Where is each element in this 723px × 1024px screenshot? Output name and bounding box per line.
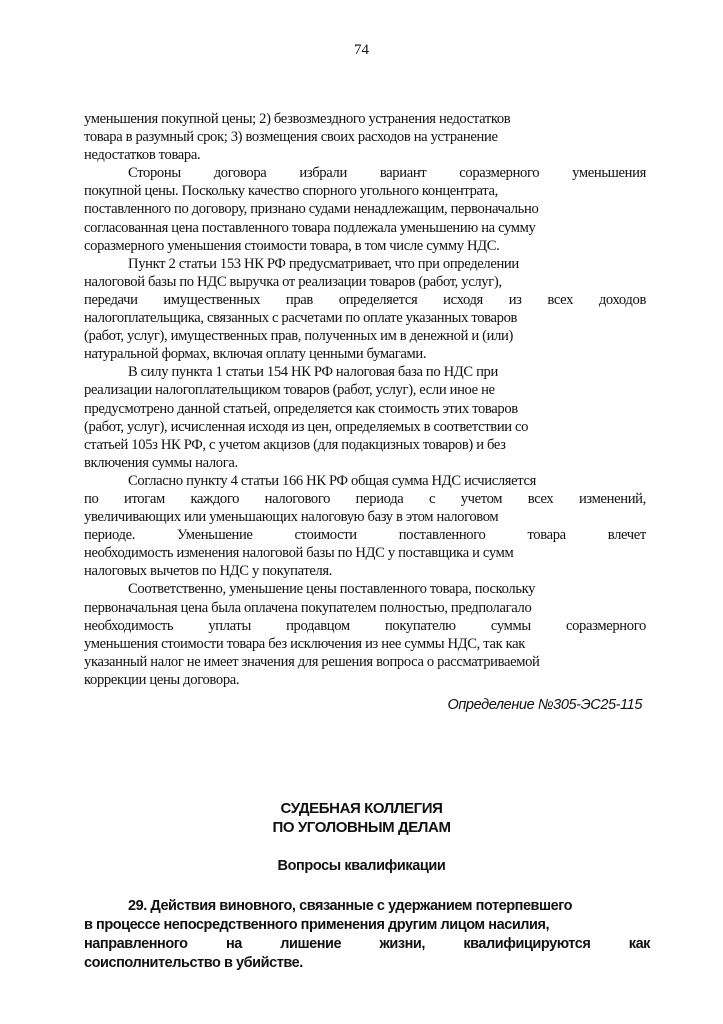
text-line: статьей 105з НК РФ, с учетом акцизов (для подакцизных товаров) и без: [84, 436, 506, 453]
word: товара: [527, 527, 566, 544]
text-line: товара в разумный срок; 3) возмещения своих расходов на устранение: [84, 129, 498, 146]
text-line: [84, 617, 646, 635]
text-line: [84, 164, 646, 182]
text-line: указанный налог не имеет значения для решения вопроса о рассматриваемой: [84, 653, 540, 670]
word: итогам: [124, 490, 165, 507]
word: продавцом: [286, 617, 350, 634]
thesis-line: [84, 935, 650, 954]
text-line: согласованная цена поставленного товара подлежала уменьшению на сумму: [84, 219, 536, 236]
word: как: [628, 936, 650, 952]
text-line: включения суммы налога.: [84, 454, 238, 471]
word: влечет: [607, 527, 646, 544]
word: уплаты: [208, 617, 251, 634]
text-line: соразмерного уменьшения стоимости товара, в том числе сумму НДС.: [84, 237, 500, 254]
text-line: покупной цены. Поскольку качество спорного угольного концентрата,: [84, 183, 498, 200]
text-line: (работ, услуг), имущественных прав, полученных им в денежной и (или): [84, 328, 513, 345]
text-line: необходимость изменения налоговой базы по НДС у поставщика и сумм: [84, 545, 514, 562]
decision-reference: Определение №305-ЭС25-115: [447, 697, 642, 713]
text-line: [84, 490, 646, 508]
text-line: уменьшения стоимости товара без исключения из нее суммы НДС, так как: [84, 635, 526, 652]
word: стоимости: [294, 527, 357, 544]
word: вариант: [379, 165, 427, 182]
text-line: налоговых вычетов по НДС у покупателя.: [84, 563, 333, 580]
word: по: [84, 490, 99, 507]
word: из: [508, 291, 522, 308]
word: договора: [213, 165, 267, 182]
word: исходя: [443, 291, 483, 308]
text-line: (работ, услуг), исчисленная исходя из цен, определяемых в соответствии со: [84, 418, 529, 435]
word: с: [428, 490, 436, 507]
text-line: недостатков товара.: [84, 147, 201, 164]
section-heading: СУДЕБНАЯ КОЛЛЕГИЯ: [280, 800, 443, 817]
word: налогового: [264, 490, 331, 507]
word: уменьшения: [572, 165, 646, 182]
word: Уменьшение: [177, 527, 253, 544]
word: доходов: [598, 291, 646, 308]
word: учетом: [460, 490, 503, 507]
text-line: В силу пункта 1 статьи 154 НК РФ налоговая база по НДС при: [128, 364, 498, 381]
text-line: уменьшения покупной цены; 2) безвозмездного устранения недостатков: [84, 111, 511, 127]
word: суммы: [490, 617, 531, 634]
thesis-line: 29. Действия виновного, связанные с удержанием потерпевшего: [128, 898, 573, 914]
text-line: Соответственно, уменьшение цены поставленного товара, поскольку: [128, 581, 536, 598]
text-line: налогоплательщика, связанных с расчетами по оплате указанных товаров: [84, 310, 518, 327]
thesis-line: в процессе непосредственного применения другим лицом насилия,: [84, 917, 550, 933]
word: поставленного: [398, 527, 486, 544]
text-line: коррекции цены договора.: [84, 671, 240, 688]
word: необходимость: [84, 617, 174, 634]
page-number: 74: [354, 42, 369, 58]
text-line: реализации налогоплательщиком товаров (работ, услуг), если иное не: [84, 382, 495, 399]
section-heading: ПО УГОЛОВНЫМ ДЕЛАМ: [272, 819, 451, 836]
word: всех: [547, 291, 574, 308]
word: периоде.: [84, 527, 136, 544]
word: определяется: [338, 291, 418, 308]
word: периода: [355, 490, 404, 507]
word: передачи: [84, 291, 138, 308]
word: направленного: [84, 936, 188, 952]
body-text: [84, 110, 646, 713]
text-line: [84, 526, 646, 544]
word: каждого: [190, 490, 240, 507]
word: жизни,: [379, 936, 425, 952]
text-line: увеличивающих или уменьшающих налоговую базу в этом налоговом: [84, 509, 499, 526]
text-line: налоговой базы по НДС выручка от реализации товаров (работ, услуг),: [84, 273, 502, 290]
text-line: первоначальная цена была оплачена покупателем полностью, предполагало: [84, 599, 532, 616]
word: имущественных: [163, 291, 261, 308]
text-line: Пункт 2 статьи 153 НК РФ предусматривает, что при определении: [128, 255, 519, 272]
word: квалифицируются: [463, 936, 591, 952]
text-line: поставленного по договору, признано судами ненадлежащим, первоначально: [84, 201, 539, 218]
word: Стороны: [128, 165, 181, 182]
word: покупателю: [384, 617, 456, 634]
word: прав: [285, 291, 313, 308]
subsection-heading: Вопросы квалификации: [277, 858, 446, 874]
word: всех: [527, 490, 554, 507]
text-line: предусмотрено данной статьей, определяется как стоимость этих товаров: [84, 400, 518, 417]
text-line: Согласно пункту 4 статьи 166 НК РФ общая сумма НДС исчисляется: [128, 472, 536, 489]
text-line: [84, 291, 646, 309]
word: избрали: [299, 165, 347, 182]
word: лишение: [280, 936, 342, 952]
word: соразмерного: [565, 617, 646, 634]
thesis-paragraph: [84, 897, 650, 973]
word: изменений,: [578, 490, 646, 507]
word: на: [225, 936, 242, 952]
word: соразмерного: [459, 165, 540, 182]
thesis-line: соисполнительство в убийстве.: [84, 955, 303, 971]
text-line: натуральной формах, включая оплату ценными бумагами.: [84, 346, 427, 363]
